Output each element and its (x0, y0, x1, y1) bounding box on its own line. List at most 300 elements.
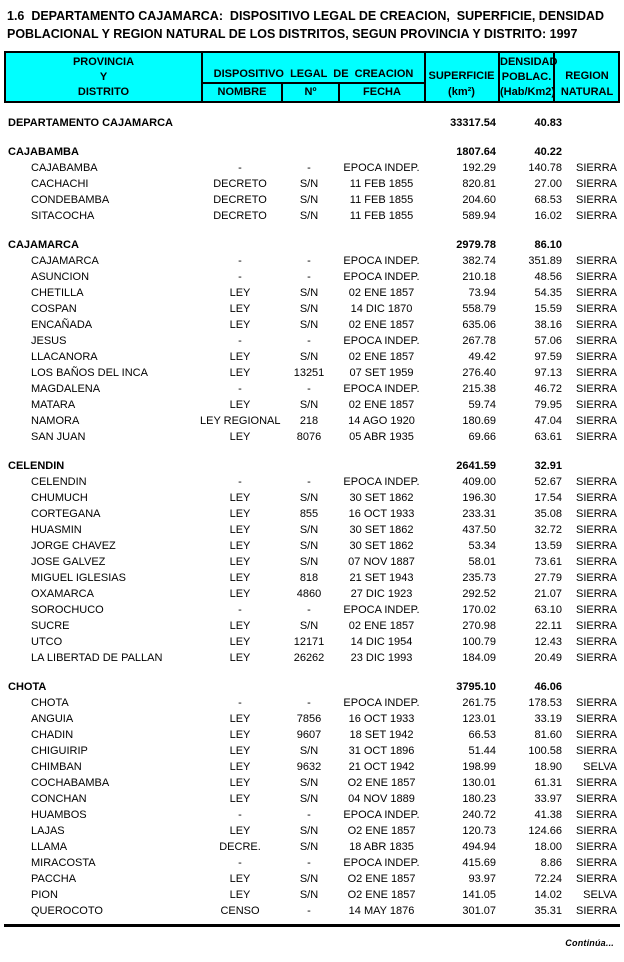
header-natural-label: NATURAL (560, 86, 614, 98)
numero-cell: 818 (299, 572, 319, 584)
table-header (4, 51, 620, 103)
numero-cell: S/N (299, 745, 319, 757)
district-row (4, 650, 624, 666)
superficie-cell: 261.75 (462, 697, 496, 709)
nombre-cell: - (238, 383, 242, 395)
densidad-cell: 140.78 (528, 162, 562, 174)
numero-cell: - (307, 476, 311, 488)
page-title-line2: POBLACIONAL Y REGION NATURAL DE LOS DISTRITOS, SEGUN PROVINCIA Y DISTRITO: 1997 (7, 27, 578, 41)
nombre-cell: LEY (229, 793, 251, 805)
densidad-cell: 52.67 (534, 476, 562, 488)
nombre-cell: LEY (229, 745, 251, 757)
numero-cell: - (307, 604, 311, 616)
district-row (4, 333, 624, 349)
column-header-superficie (426, 53, 497, 101)
superficie-cell: 49.42 (468, 351, 496, 363)
fecha-cell: EPOCA INDEP. (343, 476, 420, 488)
region-cell: SIERRA (576, 492, 617, 504)
name-cell: CACHACHI (31, 178, 89, 190)
densidad-cell: 61.31 (534, 777, 562, 789)
numero-cell: S/N (299, 287, 319, 299)
name-cell: CHETILLA (31, 287, 84, 299)
district-row (4, 711, 624, 727)
densidad-cell: 54.35 (534, 287, 562, 299)
nombre-cell: - (238, 271, 242, 283)
fecha-cell: 02 ENE 1857 (348, 620, 415, 632)
fecha-cell: EPOCA INDEP. (343, 383, 420, 395)
fecha-cell: 11 FEB 1855 (349, 210, 414, 222)
column-header-region (556, 53, 618, 101)
numero-cell: - (307, 857, 311, 869)
name-cell: LAJAS (31, 825, 65, 837)
province-row (4, 144, 624, 160)
fecha-cell: O2 ENE 1857 (347, 777, 416, 789)
densidad-cell: 63.10 (534, 604, 562, 616)
densidad-cell: 48.56 (534, 271, 562, 283)
superficie-cell: 58.01 (468, 556, 496, 568)
nombre-cell: LEY (229, 351, 251, 363)
region-cell: SIERRA (576, 194, 617, 206)
department-region-cell (562, 115, 617, 131)
region-cell: SIERRA (576, 841, 617, 853)
fecha-cell (338, 679, 425, 695)
district-row (4, 506, 624, 522)
name-cell: HUAMBOS (31, 809, 87, 821)
name-cell: PION (31, 889, 58, 901)
fecha-cell: 30 SET 1862 (349, 492, 414, 504)
header-dispositivo-label: DISPOSITIVO LEGAL DE CREACION (203, 67, 424, 84)
densidad-cell: 17.54 (534, 492, 562, 504)
department-fecha-cell (338, 115, 425, 131)
district-row (4, 160, 624, 176)
nombre-cell (200, 237, 280, 253)
district-row (4, 823, 624, 839)
district-row (4, 618, 624, 634)
fecha-cell: 30 SET 1862 (349, 540, 414, 552)
densidad-cell: 38.16 (534, 319, 562, 331)
region-cell: SIERRA (576, 604, 617, 616)
header-habkm2-label: (Hab/Km2) (500, 86, 556, 98)
numero-cell: 7856 (296, 713, 322, 725)
fecha-cell: EPOCA INDEP. (343, 335, 420, 347)
numero-cell: S/N (299, 620, 319, 632)
densidad-cell: 15.59 (534, 303, 562, 315)
superficie-cell: 123.01 (462, 713, 496, 725)
department-row (4, 115, 624, 131)
district-row (4, 807, 624, 823)
fecha-cell (338, 144, 425, 160)
nombre-cell: LEY (229, 777, 251, 789)
nombre-cell: LEY (229, 319, 251, 331)
name-cell: CONDEBAMBA (31, 194, 110, 206)
nombre-cell: LEY (229, 825, 251, 837)
numero-cell: S/N (299, 210, 319, 222)
nombre-cell: LEY (229, 303, 251, 315)
fecha-cell: 18 SET 1942 (349, 729, 414, 741)
fecha-cell: 11 FEB 1855 (349, 178, 414, 190)
densidad-cell: 63.61 (534, 431, 562, 443)
densidad-cell: 73.61 (534, 556, 562, 568)
fecha-cell: 23 DIC 1993 (350, 652, 413, 664)
numero-cell: 26262 (293, 652, 325, 664)
region-cell: SIERRA (576, 383, 617, 395)
numero-cell: S/N (299, 841, 319, 853)
region-cell (562, 144, 617, 160)
name-cell: CHIGUIRIP (31, 745, 88, 757)
numero-cell: 855 (299, 508, 319, 520)
superficie-cell: 3795.10 (456, 681, 496, 693)
nombre-cell (200, 458, 280, 474)
region-cell: SIERRA (576, 729, 617, 741)
densidad-cell: 351.89 (528, 255, 562, 267)
nombre-cell: - (238, 255, 242, 267)
bottom-rule (4, 924, 620, 927)
region-cell: SIERRA (576, 556, 617, 568)
name-cell: LLACANORA (31, 351, 98, 363)
superficie-cell: 130.01 (462, 777, 496, 789)
name-cell: MIRACOSTA (31, 857, 96, 869)
header-group-spacer (203, 53, 424, 67)
header-km2-label: (km²) (448, 86, 475, 98)
district-row (4, 176, 624, 192)
superficie-cell: 589.94 (462, 210, 496, 222)
column-header-provincia-distrito (6, 53, 203, 101)
numero-cell: 8076 (296, 431, 322, 443)
numero-cell (280, 237, 338, 253)
nombre-cell: LEY (229, 889, 251, 901)
column-header-nombre: NOMBRE (203, 84, 283, 101)
fecha-cell: 14 AGO 1920 (348, 415, 415, 427)
densidad-cell: 86.10 (534, 239, 562, 251)
name-cell: CAJAMARCA (8, 239, 79, 251)
name-cell: CAJABAMBA (31, 162, 98, 174)
superficie-cell: 820.81 (462, 178, 496, 190)
fecha-cell: O2 ENE 1857 (347, 889, 416, 901)
region-cell: SIERRA (576, 271, 617, 283)
region-cell (562, 237, 617, 253)
densidad-cell: 18.90 (534, 761, 562, 773)
fecha-cell: 14 DIC 1870 (350, 303, 413, 315)
fecha-cell: 02 ENE 1857 (348, 351, 415, 363)
district-row (4, 602, 624, 618)
name-cell: CAJABAMBA (8, 146, 79, 158)
fecha-cell: 02 ENE 1857 (348, 399, 415, 411)
densidad-cell: 32.91 (534, 460, 562, 472)
district-row (4, 349, 624, 365)
densidad-cell: 47.04 (534, 415, 562, 427)
superficie-cell: 276.40 (462, 367, 496, 379)
nombre-cell: DECRE. (219, 841, 261, 853)
header-superficie-label: SUPERFICIE (428, 70, 495, 82)
region-cell: SIERRA (576, 873, 617, 885)
nombre-cell: CENSO (220, 905, 260, 917)
numero-cell: - (307, 809, 311, 821)
province-row (4, 679, 624, 695)
name-cell: MATARA (31, 399, 76, 411)
superficie-cell: 120.73 (462, 825, 496, 837)
densidad-cell: 46.72 (534, 383, 562, 395)
fecha-cell: EPOCA INDEP. (343, 162, 420, 174)
densidad-cell: 81.60 (534, 729, 562, 741)
densidad-cell: 21.07 (534, 588, 562, 600)
region-cell: SIERRA (576, 540, 617, 552)
numero-cell: S/N (299, 793, 319, 805)
superficie-cell: 170.02 (462, 604, 496, 616)
densidad-cell: 22.11 (535, 620, 562, 632)
numero-cell: S/N (299, 399, 319, 411)
nombre-cell: - (238, 335, 242, 347)
nombre-cell: - (238, 604, 242, 616)
numero-cell (280, 144, 338, 160)
densidad-cell: 16.02 (534, 210, 562, 222)
densidad-cell: 27.00 (534, 178, 562, 190)
superficie-cell: 494.94 (462, 841, 496, 853)
header-subcolumns (203, 84, 424, 101)
fecha-cell: O2 ENE 1857 (347, 873, 416, 885)
superficie-cell: 270.98 (462, 620, 496, 632)
region-cell: SIERRA (576, 319, 617, 331)
name-cell: MIGUEL IGLESIAS (31, 572, 126, 584)
superficie-cell: 382.74 (462, 255, 496, 267)
numero-cell: 4860 (296, 588, 322, 600)
district-row (4, 381, 624, 397)
region-cell: SIERRA (576, 255, 617, 267)
nombre-cell: - (238, 476, 242, 488)
nombre-cell: LEY (229, 287, 251, 299)
fecha-cell: O2 ENE 1857 (347, 825, 416, 837)
superficie-cell: 100.79 (462, 636, 496, 648)
numero-cell: 218 (299, 415, 319, 427)
column-header-densidad (498, 53, 558, 101)
department-densidad-cell: 40.83 (534, 117, 562, 129)
district-row (4, 775, 624, 791)
fecha-cell: 07 SET 1959 (349, 367, 414, 379)
superficie-cell: 51.44 (468, 745, 496, 757)
numero-cell: S/N (299, 351, 319, 363)
numero-cell: S/N (299, 524, 319, 536)
superficie-cell: 69.66 (468, 431, 496, 443)
superficie-cell: 198.99 (462, 761, 496, 773)
fecha-cell: 21 OCT 1942 (348, 761, 415, 773)
densidad-cell: 14.02 (534, 889, 562, 901)
numero-cell: - (307, 697, 311, 709)
region-cell: SIERRA (576, 415, 617, 427)
region-cell: SIERRA (576, 303, 617, 315)
superficie-cell: 2979.78 (456, 239, 496, 251)
header-distrito-label: DISTRITO (77, 86, 130, 98)
district-row (4, 208, 624, 224)
header-densidad-label: DENSIDAD (500, 56, 558, 68)
superficie-cell: 235.73 (462, 572, 496, 584)
name-cell: ASUNCION (31, 271, 90, 283)
numero-cell (280, 679, 338, 695)
region-cell: SELVA (583, 761, 617, 773)
numero-cell: - (307, 335, 311, 347)
fecha-cell: 21 SET 1943 (349, 572, 414, 584)
district-row (4, 365, 624, 381)
name-cell: SAN JUAN (31, 431, 86, 443)
column-header-fecha: FECHA (363, 86, 401, 98)
numero-cell: - (307, 162, 311, 174)
fecha-cell: 31 OCT 1896 (348, 745, 415, 757)
nombre-cell: DECRETO (213, 178, 267, 190)
numero-cell: S/N (299, 178, 319, 190)
nombre-cell: LEY (229, 367, 251, 379)
region-cell: SIERRA (576, 588, 617, 600)
superficie-cell: 215.38 (462, 383, 496, 395)
name-cell: COSPAN (31, 303, 77, 315)
name-cell: UTCO (31, 636, 63, 648)
superficie-cell: 2641.59 (456, 460, 496, 472)
column-group-dispositivo-legal (203, 53, 426, 101)
district-row (4, 192, 624, 208)
densidad-cell: 57.06 (534, 335, 562, 347)
district-row (4, 397, 624, 413)
region-cell: SIERRA (576, 825, 617, 837)
densidad-cell: 32.72 (534, 524, 562, 536)
nombre-cell: LEY (229, 761, 251, 773)
densidad-cell: 33.19 (534, 713, 562, 725)
numero-cell (280, 458, 338, 474)
superficie-cell: 184.09 (462, 652, 496, 664)
region-cell: SIERRA (576, 335, 617, 347)
header-region-label: REGION (565, 70, 609, 82)
district-row (4, 586, 624, 602)
name-cell: OXAMARCA (31, 588, 94, 600)
superficie-cell: 180.69 (462, 415, 496, 427)
name-cell: NAMORA (31, 415, 80, 427)
nombre-cell: LEY (229, 572, 251, 584)
densidad-cell: 18.00 (534, 841, 562, 853)
name-cell: HUASMIN (31, 524, 82, 536)
page-title-line1: 1.6 DEPARTAMENTO CAJAMARCA: DISPOSITIVO LEGAL DE CREACION, SUPERFICIE, DENSIDAD (7, 9, 605, 23)
superficie-cell: 437.50 (462, 524, 496, 536)
densidad-cell: 72.24 (534, 873, 562, 885)
name-cell: JORGE CHAVEZ (31, 540, 116, 552)
column-header-numero: Nº (283, 84, 340, 101)
district-row (4, 727, 624, 743)
densidad-cell: 68.53 (534, 194, 562, 206)
numero-cell: S/N (299, 194, 319, 206)
fecha-cell: 07 NOV 1887 (348, 556, 415, 568)
fecha-cell: EPOCA INDEP. (343, 857, 420, 869)
name-cell: JESUS (31, 335, 67, 347)
densidad-cell: 12.43 (534, 636, 562, 648)
nombre-cell (200, 679, 280, 695)
densidad-cell: 33.97 (534, 793, 562, 805)
superficie-cell: 53.34 (468, 540, 496, 552)
district-row (4, 743, 624, 759)
region-cell: SIERRA (576, 210, 617, 222)
name-cell: CHADIN (31, 729, 74, 741)
fecha-cell: 04 NOV 1889 (348, 793, 415, 805)
district-row (4, 317, 624, 333)
name-cell: CELENDIN (31, 476, 87, 488)
numero-cell: - (307, 255, 311, 267)
densidad-cell: 20.49 (534, 652, 562, 664)
district-row (4, 269, 624, 285)
numero-cell: S/N (299, 540, 319, 552)
nombre-cell: LEY (229, 729, 251, 741)
district-row (4, 570, 624, 586)
page-title (7, 7, 620, 43)
region-cell: SIERRA (576, 713, 617, 725)
densidad-cell: 13.59 (534, 540, 562, 552)
densidad-cell: 79.95 (534, 399, 562, 411)
numero-cell: 9607 (296, 729, 322, 741)
district-row (4, 855, 624, 871)
numero-cell: S/N (299, 492, 319, 504)
name-cell: ENCAÑADA (31, 319, 93, 331)
nombre-cell: LEY (229, 620, 251, 632)
superficie-cell: 196.30 (462, 492, 496, 504)
district-row (4, 839, 624, 855)
header-provincia-label: PROVINCIA (72, 56, 135, 68)
superficie-cell: 233.31 (462, 508, 496, 520)
region-cell: SIERRA (576, 476, 617, 488)
fecha-cell: 16 OCT 1933 (348, 713, 415, 725)
numero-cell: 12171 (293, 636, 325, 648)
fecha-cell: 02 ENE 1857 (348, 287, 415, 299)
densidad-cell: 124.66 (528, 825, 562, 837)
department-superficie-cell: 33317.54 (450, 117, 496, 129)
superficie-cell: 93.97 (468, 873, 496, 885)
region-cell: SIERRA (576, 793, 617, 805)
region-cell: SIERRA (576, 431, 617, 443)
nombre-cell: LEY (229, 713, 251, 725)
region-cell: SIERRA (576, 178, 617, 190)
numero-cell: S/N (299, 825, 319, 837)
densidad-cell: 35.31 (534, 905, 562, 917)
nombre-cell: DECRETO (213, 210, 267, 222)
district-row (4, 490, 624, 506)
department-name-cell: DEPARTAMENTO CAJAMARCA (8, 117, 173, 129)
densidad-cell: 46.06 (534, 681, 562, 693)
name-cell: LA LIBERTAD DE PALLAN (31, 652, 163, 664)
fecha-cell: EPOCA INDEP. (343, 697, 420, 709)
densidad-cell: 41.38 (534, 809, 562, 821)
name-cell: MAGDALENA (31, 383, 101, 395)
nombre-cell: LEY (229, 399, 251, 411)
numero-cell: 9632 (296, 761, 322, 773)
department-nombre-cell (200, 115, 280, 131)
province-row (4, 237, 624, 253)
district-row (4, 554, 624, 570)
name-cell: CHIMBAN (31, 761, 82, 773)
department-numero-cell (280, 115, 338, 131)
superficie-cell: 141.05 (462, 889, 496, 901)
province-row (4, 458, 624, 474)
name-cell: CHUMUCH (31, 492, 88, 504)
superficie-cell: 180.23 (462, 793, 496, 805)
numero-cell: S/N (299, 556, 319, 568)
fecha-cell: 11 FEB 1855 (349, 194, 414, 206)
name-cell: JOSE GALVEZ (31, 556, 106, 568)
continua-label: Continúa... (565, 938, 614, 948)
region-cell: SIERRA (576, 508, 617, 520)
numero-cell: - (307, 383, 311, 395)
name-cell: CHOTA (8, 681, 47, 693)
region-cell (562, 458, 617, 474)
region-cell: SIERRA (576, 697, 617, 709)
superficie-cell: 635.06 (462, 319, 496, 331)
superficie-cell: 558.79 (462, 303, 496, 315)
fecha-cell (338, 237, 425, 253)
district-row (4, 253, 624, 269)
numero-cell: S/N (299, 303, 319, 315)
superficie-cell: 240.72 (462, 809, 496, 821)
name-cell: PACCHA (31, 873, 77, 885)
